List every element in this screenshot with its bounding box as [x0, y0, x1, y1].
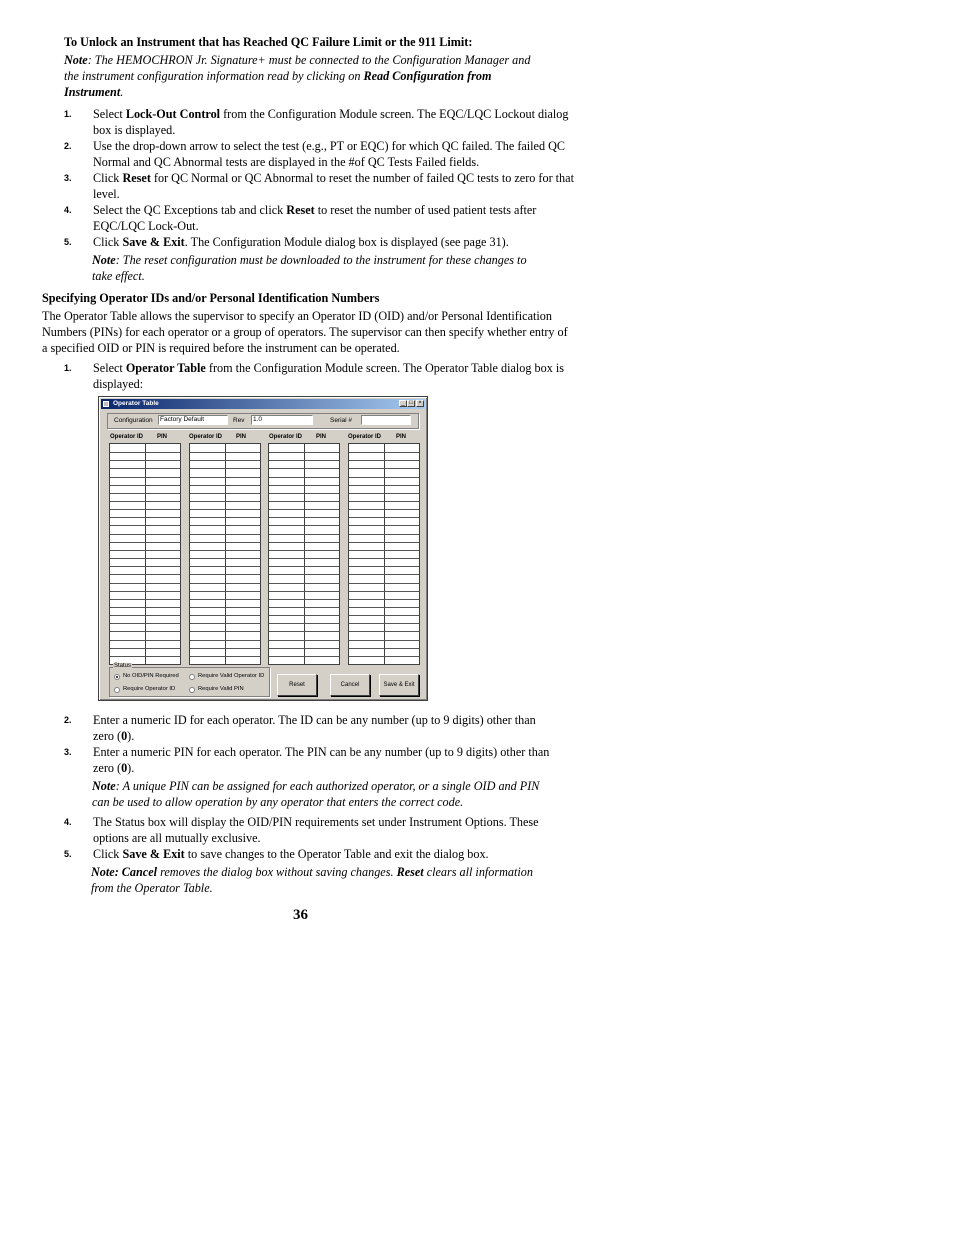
- grid-row-line: [349, 631, 419, 632]
- grid-row-line: [110, 509, 180, 510]
- minimize-button[interactable]: _: [399, 400, 407, 407]
- grid-row-line: [269, 542, 339, 543]
- configuration-field[interactable]: Factory Default: [158, 415, 228, 425]
- grid-row-line: [349, 493, 419, 494]
- radio-no-oid-pin[interactable]: [114, 674, 120, 680]
- operator-step-2: Enter a numeric ID for each operator. The ID can be any number (up to 9 digits) other than zero (0).: [93, 713, 536, 743]
- grid-row-line: [190, 452, 260, 453]
- grid-row-line: [349, 509, 419, 510]
- grid-row-line: [349, 485, 419, 486]
- grid-row-line: [269, 534, 339, 535]
- grid-row-line: [349, 640, 419, 641]
- unlock-step-4: Select the QC Exceptions tab and click Reset to reset the number of used patient tests after EQC/LQC Lock-Out.: [93, 203, 537, 233]
- grid-row-line: [110, 468, 180, 469]
- column-header-pin: PIN: [396, 434, 407, 440]
- grid-row-line: [190, 460, 260, 461]
- radio-label: No OID/PIN Required: [123, 673, 179, 679]
- grid-row-line: [190, 517, 260, 518]
- grid-row-line: [190, 558, 260, 559]
- grid-row-line: [110, 599, 180, 600]
- column-header-operator-id: Operator ID: [110, 434, 144, 440]
- operator-heading: Specifying Operator IDs and/or Personal Identification Numbers: [42, 291, 380, 305]
- column-header-operator-id: Operator ID: [189, 434, 223, 440]
- radio-require-valid-pin[interactable]: [189, 687, 195, 693]
- grid-row-line: [269, 493, 339, 494]
- unlock-note-2: Note: The reset configuration must be downloaded to the instrument for these changes to take effect.: [92, 253, 527, 283]
- grid-row-line: [269, 623, 339, 624]
- step-number: 4.: [64, 817, 72, 827]
- step-number: 5.: [64, 849, 72, 859]
- operator-grid-2[interactable]: [189, 443, 261, 665]
- operator-grid-1[interactable]: [109, 443, 181, 665]
- operator-grid-3[interactable]: [268, 443, 340, 665]
- step-number: 3.: [64, 173, 72, 183]
- grid-row-line: [269, 591, 339, 592]
- column-header-pin: PIN: [157, 434, 168, 440]
- column-header-pin: PIN: [316, 434, 327, 440]
- grid-row-line: [110, 623, 180, 624]
- configuration-label: Configuration: [114, 417, 153, 424]
- grid-row-line: [110, 615, 180, 616]
- grid-row-line: [349, 525, 419, 526]
- grid-row-line: [190, 501, 260, 502]
- grid-row-line: [269, 656, 339, 657]
- grid-row-line: [349, 599, 419, 600]
- unlock-step-5: Click Save & Exit. The Configuration Module dialog box is displayed (see page 31).: [93, 235, 509, 249]
- operator-step-3: Enter a numeric PIN for each operator. The PIN can be any number (up to 9 digits) other than zero (0).: [93, 745, 550, 775]
- grid-row-line: [269, 558, 339, 559]
- grid-row-line: [269, 452, 339, 453]
- grid-row-line: [110, 591, 180, 592]
- grid-row-line: [269, 501, 339, 502]
- grid-row-line: [190, 656, 260, 657]
- grid-row-line: [190, 599, 260, 600]
- grid-row-line: [110, 460, 180, 461]
- grid-row-line: [110, 566, 180, 567]
- grid-row-line: [190, 485, 260, 486]
- grid-row-line: [110, 631, 180, 632]
- column-header-operator-id: Operator ID: [269, 434, 303, 440]
- grid-row-line: [190, 631, 260, 632]
- step-number: 1.: [64, 109, 72, 119]
- grid-row-line: [349, 615, 419, 616]
- grid-row-line: [269, 615, 339, 616]
- grid-row-line: [190, 623, 260, 624]
- grid-row-line: [110, 485, 180, 486]
- grid-row-line: [269, 631, 339, 632]
- grid-row-line: [190, 566, 260, 567]
- grid-row-line: [110, 477, 180, 478]
- grid-row-line: [190, 574, 260, 575]
- grid-row-line: [190, 591, 260, 592]
- grid-row-line: [349, 558, 419, 559]
- grid-row-line: [269, 468, 339, 469]
- grid-row-line: [110, 558, 180, 559]
- rev-field[interactable]: 1.0: [251, 415, 313, 425]
- grid-row-line: [349, 566, 419, 567]
- grid-row-line: [349, 517, 419, 518]
- grid-row-line: [269, 509, 339, 510]
- cancel-button[interactable]: Cancel: [330, 674, 370, 696]
- grid-row-line: [349, 550, 419, 551]
- grid-row-line: [190, 607, 260, 608]
- step-number: 2.: [64, 141, 72, 151]
- grid-row-line: [269, 648, 339, 649]
- grid-row-line: [349, 460, 419, 461]
- operator-intro: The Operator Table allows the supervisor to specify an Operator ID (OID) and/or Personal Identification Numbers (PINs) for each operator or a group of operators. The supervisor can then specify whether entry of a specified OID or PIN is required before the instrument can be operated.: [42, 309, 568, 355]
- serial-field[interactable]: [361, 415, 411, 425]
- unlock-step-2: Use the drop-down arrow to select the test (e.g., PT or EQC) for which QC failed. The failed QC Normal and QC Abnormal tests are displayed in the #of QC Tests Failed fields.: [93, 139, 566, 169]
- grid-row-line: [190, 550, 260, 551]
- grid-row-line: [349, 534, 419, 535]
- radio-label: Require Valid Operator ID: [198, 673, 265, 679]
- grid-row-line: [269, 525, 339, 526]
- grid-row-line: [110, 583, 180, 584]
- operator-step-1: Select Operator Table from the Configuration Module screen. The Operator Table dialog box is displayed:: [93, 361, 564, 391]
- grid-row-line: [110, 542, 180, 543]
- reset-button[interactable]: Reset: [277, 674, 317, 696]
- grid-row-line: [110, 534, 180, 535]
- unlock-heading: To Unlock an Instrument that has Reached QC Failure Limit or the 911 Limit:: [64, 35, 473, 49]
- grid-row-line: [190, 542, 260, 543]
- unlock-note: Note: The HEMOCHRON Jr. Signature+ must be connected to the Configuration Manager and the instrument configuration information read by clicking on Read Configuration from Instrument.: [64, 53, 531, 99]
- grid-row-line: [190, 468, 260, 469]
- grid-row-line: [349, 591, 419, 592]
- radio-require-operator-id[interactable]: [114, 687, 120, 693]
- grid-row-line: [110, 493, 180, 494]
- grid-row-line: [110, 452, 180, 453]
- radio-require-valid-operator-id[interactable]: [189, 674, 195, 680]
- grid-row-line: [269, 477, 339, 478]
- operator-table-dialog: [98, 396, 428, 701]
- grid-row-line: [190, 525, 260, 526]
- operator-note-4: Note: Cancel removes the dialog box without saving changes. Reset clears all information from the Operator Table.: [91, 865, 533, 895]
- grid-row-line: [269, 574, 339, 575]
- unlock-step-3: Click Reset for QC Normal or QC Abnormal to reset the number of failed QC tests to zero for that level.: [93, 171, 574, 201]
- save-exit-button[interactable]: Save & Exit: [379, 674, 419, 696]
- radio-label: Require Operator ID: [123, 686, 176, 692]
- grid-row-line: [269, 550, 339, 551]
- maximize-button[interactable]: □: [407, 400, 415, 407]
- grid-row-line: [349, 477, 419, 478]
- grid-row-line: [269, 583, 339, 584]
- grid-row-line: [349, 648, 419, 649]
- operator-note-3: Note: A unique PIN can be assigned for each authorized operator, or a single OID and PIN can be used to allow operation by any operator that enters the correct code.: [92, 779, 540, 809]
- grid-row-line: [190, 640, 260, 641]
- grid-row-line: [110, 525, 180, 526]
- step-number: 1.: [64, 363, 72, 373]
- grid-row-line: [110, 550, 180, 551]
- grid-row-line: [349, 574, 419, 575]
- operator-grid-4[interactable]: [348, 443, 420, 665]
- dialog-title: Operator Table: [113, 400, 159, 407]
- step-number: 5.: [64, 237, 72, 247]
- step-number: 3.: [64, 747, 72, 757]
- grid-row-line: [349, 468, 419, 469]
- grid-row-line: [349, 623, 419, 624]
- grid-row-line: [110, 574, 180, 575]
- grid-row-line: [190, 509, 260, 510]
- grid-row-line: [269, 566, 339, 567]
- grid-row-line: [110, 517, 180, 518]
- unlock-step-1: Select Lock-Out Control from the Configuration Module screen. The EQC/LQC Lockout dialog box is displayed.: [93, 107, 569, 137]
- column-header-pin: PIN: [236, 434, 247, 440]
- column-header-operator-id: Operator ID: [348, 434, 382, 440]
- grid-row-line: [269, 460, 339, 461]
- grid-row-line: [349, 452, 419, 453]
- grid-row-line: [190, 477, 260, 478]
- grid-row-line: [269, 640, 339, 641]
- grid-row-line: [110, 501, 180, 502]
- radio-label: Require Valid PIN: [198, 686, 244, 692]
- grid-row-line: [349, 542, 419, 543]
- grid-row-line: [269, 485, 339, 486]
- operator-step-5: Click Save & Exit to save changes to the Operator Table and exit the dialog box.: [93, 847, 489, 861]
- rev-label: Rev: [233, 417, 245, 424]
- close-button[interactable]: ×: [416, 400, 424, 407]
- grid-row-line: [190, 493, 260, 494]
- grid-row-line: [110, 607, 180, 608]
- grid-row-line: [190, 583, 260, 584]
- grid-row-line: [269, 599, 339, 600]
- grid-row-line: [349, 656, 419, 657]
- grid-row-line: [269, 607, 339, 608]
- app-icon: [103, 401, 109, 407]
- grid-row-line: [269, 517, 339, 518]
- grid-row-line: [349, 607, 419, 608]
- grid-row-line: [349, 583, 419, 584]
- dialog-title-bar: [101, 399, 425, 409]
- page-number: 36: [293, 907, 308, 923]
- grid-row-line: [190, 615, 260, 616]
- grid-row-line: [110, 648, 180, 649]
- serial-label: Serial #: [330, 417, 353, 424]
- grid-row-line: [349, 501, 419, 502]
- grid-row-line: [190, 648, 260, 649]
- step-number: 4.: [64, 205, 72, 215]
- status-group-label: Status: [114, 663, 132, 669]
- step-number: 2.: [64, 715, 72, 725]
- operator-step-4: The Status box will display the OID/PIN requirements set under Instrument Options. These options are all mutually exclusive.: [93, 815, 539, 845]
- grid-row-line: [190, 534, 260, 535]
- grid-row-line: [110, 656, 180, 657]
- grid-row-line: [110, 640, 180, 641]
